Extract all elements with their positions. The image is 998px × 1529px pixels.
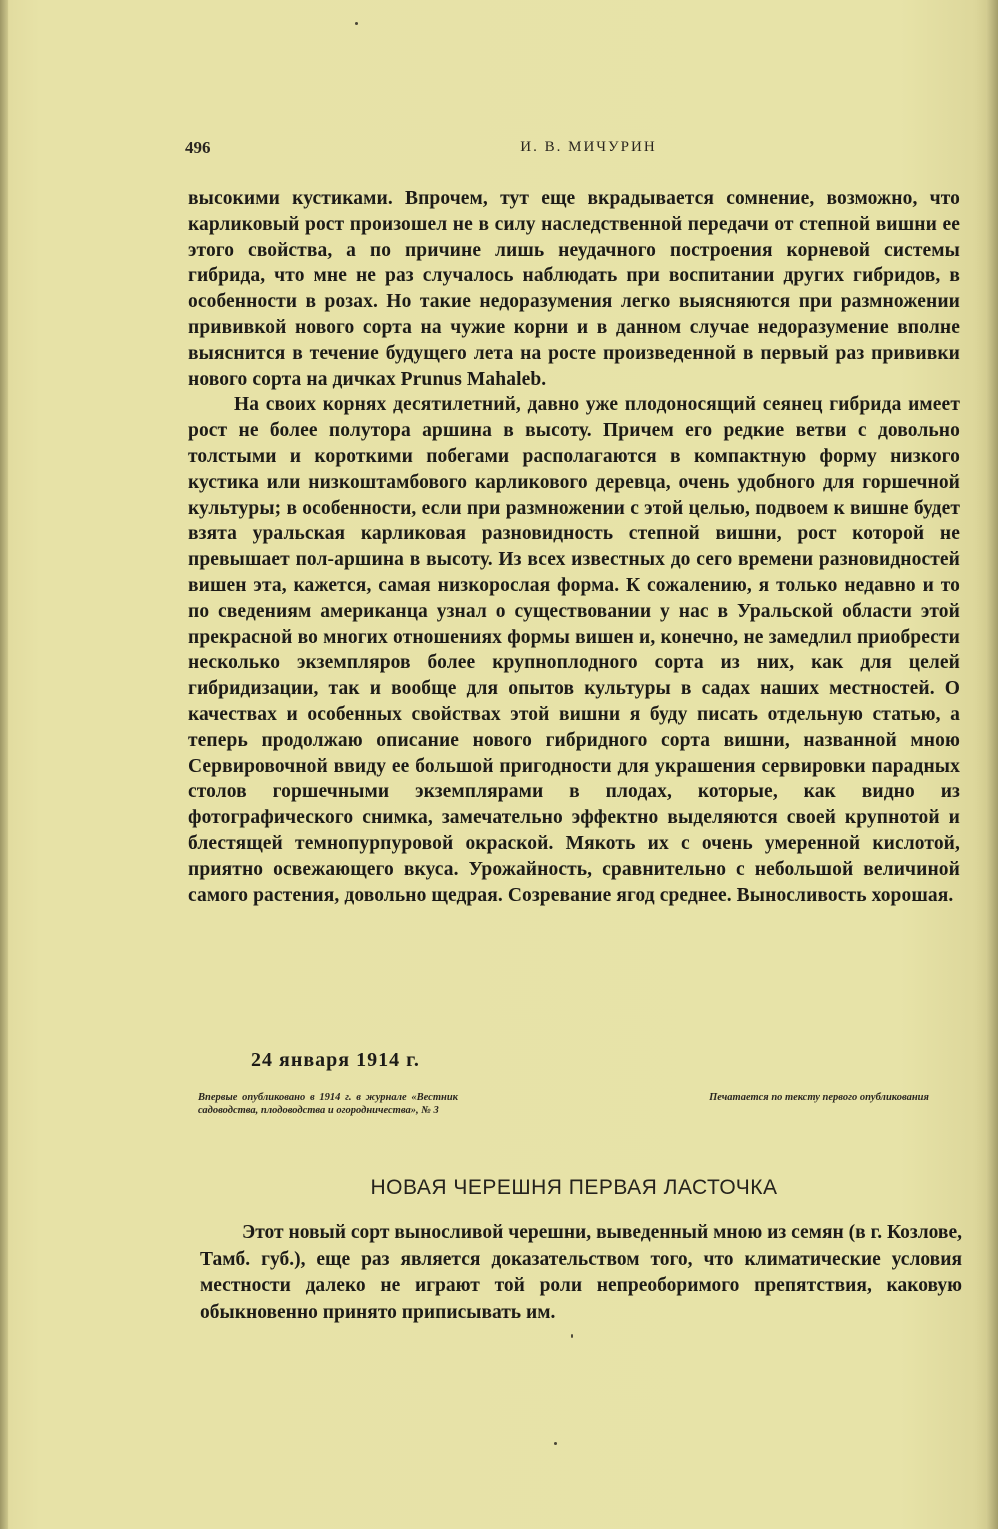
paper-speck xyxy=(571,1334,573,1338)
publication-note: Впервые опубликовано в 1914 г. в журнале «Вестник садоводства, плодоводства и огородничества», № 3 xyxy=(198,1092,458,1116)
article-body xyxy=(188,186,960,908)
paragraph: На своих корнях десятилетний, давно уже плодоносящий сеянец гибрида имеет рост не более полутора аршина в высоту. Причем его редкие ветви с довольно толстыми и короткими побегами располагаются в компактную форму низкого кустика или низкоштамбового карликового деревца, очень удобного для горшечной культуры; в особенности, если при размножении с этой целью, подвоем к вишне будет взята уральская карликовая разновидность степной вишни, рост которой не превышает пол-аршина в высоту. Из всех известных до сего времени разновидностей вишен эта, кажется, самая низкорослая форма. К сожалению, я только недавно и то по сведениям американца узнал о существовании у нас в Уральской области этой прекрасной во многих отношениях формы вишен и, конечно, не замедлил приобрести несколько экземпляров более крупноплодного сорта из них, как для целей гибридизации, так и вообще для опытов культуры в садах наших местностей. О качествах и особенных свойствах этой вишни я буду писать отдельную статью, а теперь продолжаю описание нового гибридного сорта вишни, названной мною Сервировочной ввиду ее большой пригодности для украшения сервировки парадных столов горшечными экземплярами в плодах, которые, как видно из фотографического снимка, замечательно эффектно выделяются своей крупнотой и блестящей темнопурпуровой окраской. Мякоть их с очень умеренной кислотой, приятно освежающего вкуса. Урожайность, сравнительно с небольшой величиной самого растения, довольно щедрая. Созревание ягод среднее. Выносливость хорошая. xyxy=(188,394,960,906)
running-title: И. В. МИЧУРИН xyxy=(520,139,657,155)
paper-speck xyxy=(554,1442,557,1445)
paragraph: Этот новый сорт выносливой черешни, выведенный мною из семян (в г. Козлове, Тамб. губ.), еще раз является доказательством того, что климатические условия местности далеко не играют той роли непреоборимого препятствия, каковую обыкновенно принято приписывать им. xyxy=(200,1222,962,1323)
page-left-edge xyxy=(0,0,8,1529)
article-date: 24 января 1914 г. xyxy=(251,1049,420,1071)
running-head xyxy=(185,138,960,164)
page-right-edge xyxy=(986,0,998,1529)
source-note: Печатается по тексту первого опубликования xyxy=(709,1092,929,1103)
paragraph-continuation: высокими кустиками. Впрочем, тут еще вкрадывается сомнение, возможно, что карликовый рост произошел не в силу наследственной передачи от степной вишни ее этого свойства, а по причине лишь неудачного построения корневой системы гибрида, что мне не раз случалось наблюдать при воспитании других гибридов, в особенности в розах. Но такие недоразумения легко выясняются при размножении прививкой нового сорта на чужие корни и в данном случае недоразумение вполне выяснится в течение будущего лета на росте произведенной в первый раз прививки нового сорта на дичках Prunus Mahaleb. xyxy=(188,188,960,390)
section-title: НОВАЯ ЧЕРЕШНЯ ПЕРВАЯ ЛАСТОЧКА xyxy=(370,1176,778,1199)
section-body xyxy=(200,1220,962,1326)
page-number: 496 xyxy=(185,138,211,157)
paper-speck xyxy=(355,22,358,25)
